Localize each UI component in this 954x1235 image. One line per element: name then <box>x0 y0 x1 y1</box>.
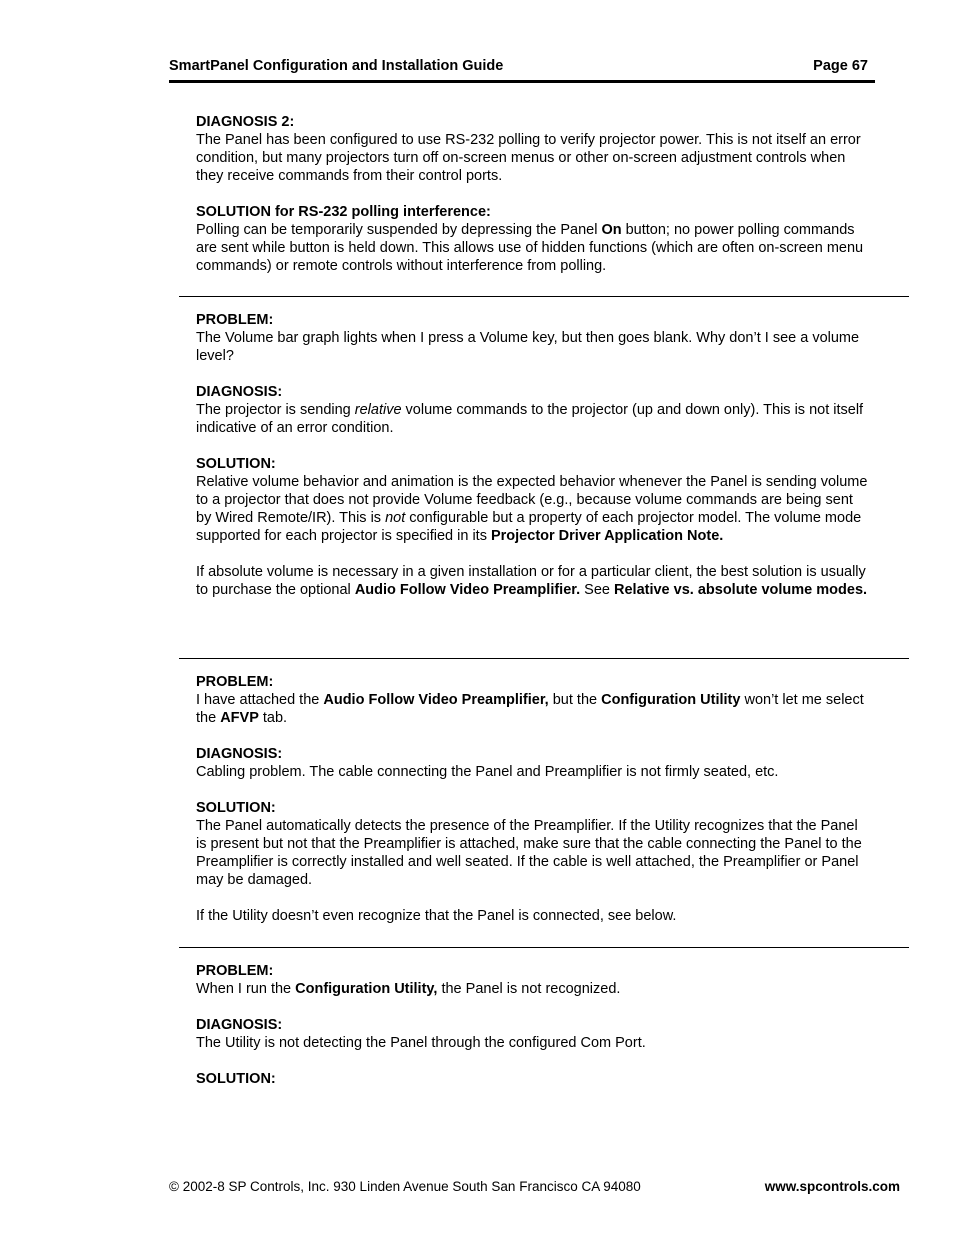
section-label: SOLUTION for RS-232 polling interference: <box>196 204 491 220</box>
header-divider <box>169 80 875 83</box>
paragraph <box>196 563 872 599</box>
page-footer <box>169 1178 900 1196</box>
paragraph-text <box>196 330 859 364</box>
bold-text: AFVP <box>220 710 259 726</box>
bold-text: Relative vs. absolute volume modes. <box>614 582 868 598</box>
section-2 <box>196 311 872 617</box>
text-run: volume commands to the projector (up and down only). This is not itself indicative of an error condition. <box>196 402 864 436</box>
text-run: The Panel has been configured to use RS-232 polling to verify projector power. This is not itself an error condition, but many projectors turn off on-screen menus or other on-screen adjustment controls when they receive commands from their control ports. <box>196 132 861 184</box>
section-label: DIAGNOSIS 2: <box>196 114 295 130</box>
section-3 <box>196 673 872 943</box>
text-run: but the <box>548 692 602 708</box>
section-label: PROBLEM: <box>196 963 274 979</box>
paragraph <box>196 799 872 889</box>
section-1 <box>196 113 872 293</box>
text-run: The Panel automatically detects the presence of the Preamplifier. If the Utility recognizes that the Panel is present but not that the Preamplifier is attached, make sure that the cable connecting the Panel to the Preamplifier is correctly installed and well seated. If the cable is well attached, the Preamplifier or Panel may be damaged. <box>196 818 862 888</box>
page-header <box>169 57 869 77</box>
paragraph <box>196 907 872 925</box>
section-4 <box>196 962 872 1106</box>
section-divider <box>179 658 909 659</box>
paragraph <box>196 673 872 727</box>
text-run: I have attached the <box>196 692 324 708</box>
paragraph-text <box>196 1035 646 1051</box>
text-run: The projector is sending <box>196 402 355 418</box>
italic-text: not <box>385 510 406 526</box>
paragraph <box>196 203 872 275</box>
paragraph <box>196 1016 872 1052</box>
document-title: SmartPanel Configuration and Installation Guide <box>169 58 504 74</box>
bold-text: Configuration Utility, <box>295 981 438 997</box>
bold-text: On <box>601 222 622 238</box>
bold-text: Configuration Utility <box>601 692 741 708</box>
paragraph <box>196 745 872 781</box>
text-run: configurable but a property of each projector model. The volume mode supported for each projector is specified in its <box>196 510 862 544</box>
paragraph-text <box>196 402 863 436</box>
section-label: SOLUTION: <box>196 1071 276 1087</box>
bold-text: Projector Driver Application Note. <box>490 528 724 544</box>
paragraph-text <box>196 564 867 598</box>
section-label: SOLUTION: <box>196 456 276 472</box>
paragraph <box>196 1070 872 1088</box>
paragraph-text <box>196 692 864 726</box>
paragraph-text <box>196 222 863 274</box>
text-run: Polling can be temporarily suspended by depressing the Panel <box>196 222 602 238</box>
paragraph-text <box>196 818 862 888</box>
text-run: won’t let me select the <box>196 692 864 726</box>
text-run: The Utility is not detecting the Panel through the configured Com Port. <box>196 1035 646 1051</box>
paragraph-text <box>196 908 676 924</box>
bold-text: Audio Follow Video Preamplifier, <box>323 692 549 708</box>
text-run: When I run the <box>196 981 296 997</box>
paragraph-text <box>196 132 861 184</box>
text-run: See <box>580 582 614 598</box>
section-label: PROBLEM: <box>196 312 274 328</box>
paragraph <box>196 311 872 365</box>
bold-text: Audio Follow Video Preamplifier. <box>354 582 581 598</box>
paragraph <box>196 383 872 437</box>
footer-website: www.spcontrols.com <box>764 1179 900 1194</box>
text-run: the Panel is not recognized. <box>437 981 621 997</box>
italic-text: relative <box>354 402 402 418</box>
text-run: If absolute volume is necessary in a given installation or for a particular client, the best solution is usually to purchase the optional <box>196 564 866 598</box>
section-divider <box>179 947 909 948</box>
page-number: Page 67 <box>813 58 868 74</box>
section-label: SOLUTION: <box>196 800 276 816</box>
text-run: button; no power polling commands are sent while button is held down. This allows use of hidden functions (which are often on-screen menu commands) or remote controls without interference from polling. <box>196 222 864 274</box>
section-label: DIAGNOSIS: <box>196 746 283 762</box>
paragraph-text <box>196 764 778 780</box>
text-run: The Volume bar graph lights when I press a Volume key, but then goes blank. Why don’t I see a volume level? <box>196 330 860 364</box>
text-run: Cabling problem. The cable connecting the Panel and Preamplifier is not firmly seated, etc. <box>196 764 779 780</box>
text-run: If the Utility doesn’t even recognize that the Panel is connected, see below. <box>196 908 677 924</box>
paragraph <box>196 962 872 998</box>
section-label: DIAGNOSIS: <box>196 384 283 400</box>
section-divider <box>179 296 909 297</box>
paragraph-text <box>196 981 620 997</box>
paragraph <box>196 455 872 545</box>
section-label: DIAGNOSIS: <box>196 1017 283 1033</box>
section-label: PROBLEM: <box>196 674 274 690</box>
text-run: tab. <box>258 710 288 726</box>
footer-copyright: © 2002-8 SP Controls, Inc. 930 Linden Avenue South San Francisco CA 94080 <box>169 1179 641 1194</box>
text-run: Relative volume behavior and animation is the expected behavior whenever the Panel is sending volume to a projector that does not provide Volume feedback (e.g., because volume commands are being sent by Wired Remote/IR). This is <box>196 474 868 526</box>
paragraph-text <box>196 474 867 544</box>
paragraph <box>196 113 872 185</box>
